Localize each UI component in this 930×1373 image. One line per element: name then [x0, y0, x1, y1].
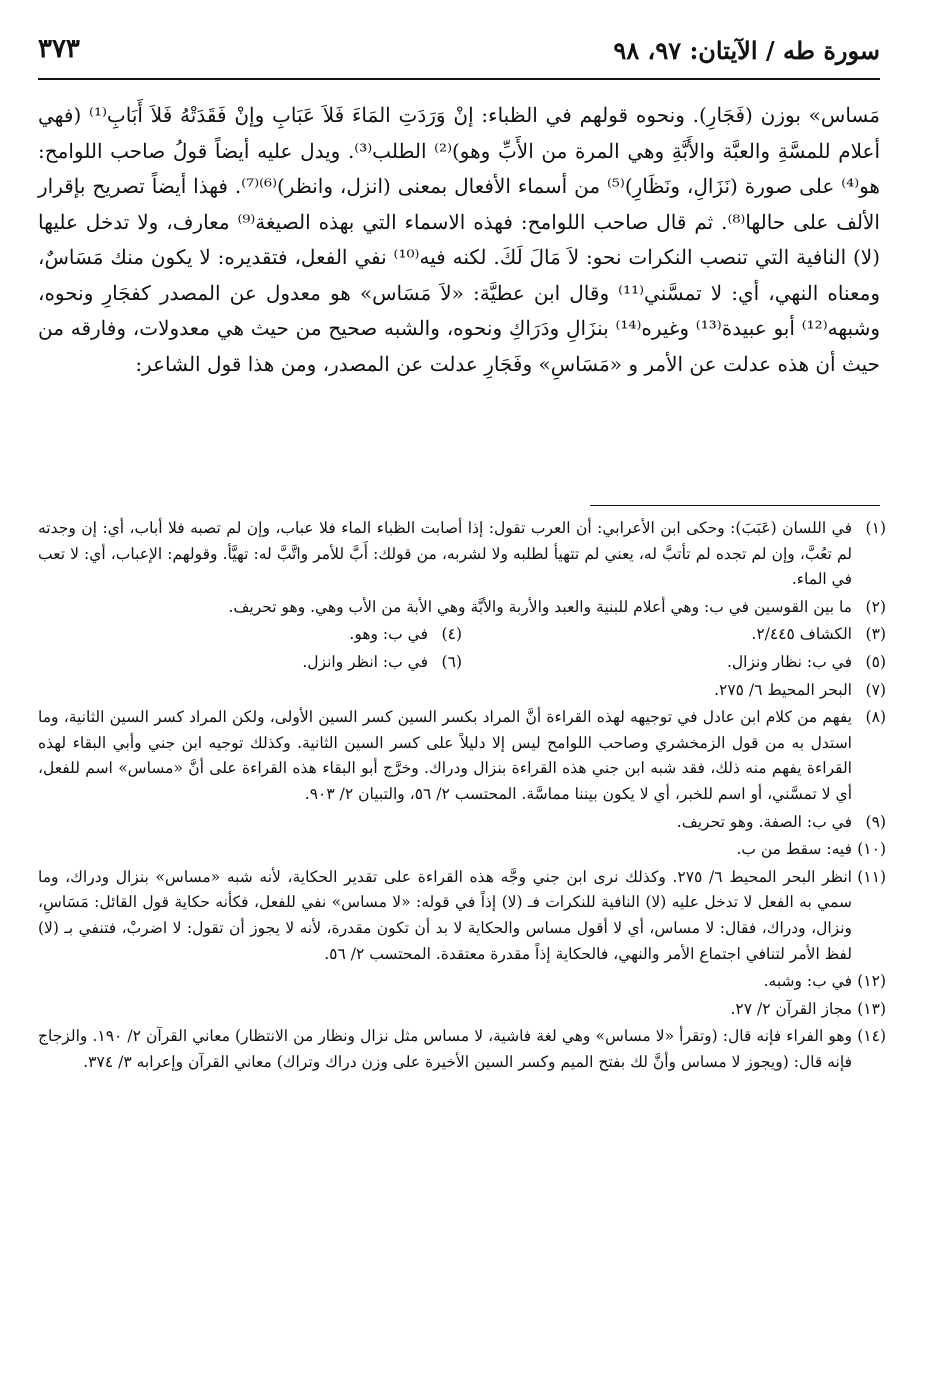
footnote-number: (٥): [865, 652, 886, 671]
footnote: [38, 516, 886, 593]
footnote: [38, 650, 462, 676]
main-text: [38, 98, 880, 382]
footnote: [38, 837, 886, 863]
footnote-number: (١٤): [857, 1027, 886, 1046]
footnote: [38, 865, 886, 967]
footnote-text: في اللسان (عَبَبَ): وحكى ابن الأعرابي: أن العرب تقول: إذا أصابت الظباء الماء فلا عباب، وإن لم تصبه فلا أباب، أي: إن وجدته لم تعُبَّ، وإن لم تجده لم تأتبَّ له، يعني لم تتهيأ لطلبه ولا لشربه، من قولك: أَبَّ للأمر واتَّبَّ له: تهيَّأ. وقولهم: الإعباب، أي: لا تعب في الماء.: [38, 519, 852, 589]
footnote-number: (١٢): [857, 972, 886, 991]
footnote-text: يفهم من كلام ابن عادل في توجيهه لهذه القراءة أنَّ المراد بكسر السين كسر السين الأولى، ولكن المراد كسر السين الثانية، وما استدل به من قول الزمخشري وصاحب اللوامح ليس إلا دليلاً على كسر السين الثانية. وكذلك توجيه ابن جني وأبي البقاء لهذه القراءة يفهم منه ذلك، فقد شبه ابن جني هذه القراءة بنزال ودراك. وخرَّج أبو البقاء هذه القراءة على أنَّ «مساس» اسم للفعل، أي لا تمسَّني، أو اسم للخبر، أي لا يكون بيننا مماسَّة. المحتسب ٢/ ٥٦، والتبيان ٢/ ٩٠٣.: [38, 708, 852, 803]
footnote-text: في ب: الصفة. وهو تحريف.: [676, 812, 852, 831]
footnote-number: (١): [865, 519, 886, 537]
footnote-pair: [38, 650, 886, 676]
footnote-pair: [38, 622, 886, 648]
footnote: [38, 969, 886, 995]
running-title: سورة طه / الآيتان: ٩٧، ٩٨: [603, 36, 880, 65]
footnote-text: انظر البحر المحيط ٦/ ٢٧٥. وكذلك نرى ابن جني وجَّه هذه القراءة على تقدير الحكاية، لأنه شبه «مساس» بنزال ودراك، وما سمي به الفعل لا تدخل عليه (لا) النافية للنكرات فـ (لا) إذاً في قوله: «لا مساس» نفي للفعل، فكأنه حكاية قول القائل: مَسَاسِ، ونزال، ودراك، فقال: لا مساس، أي لا أقول مساس والحكاية لا بد أن تكون مقدرة، لأنه لا يجوز أن تقول: لا اضربْ، فتنفي بـ (لا) لفظ الأمر لتنافي اجتماع الأمر والنهي، فالحكاية إذاً مقدرة معتقدة. المحتسب ٢/ ٥٦.: [38, 867, 852, 963]
footnote-text: في ب: وشبه.: [763, 972, 852, 991]
page-header: [38, 34, 880, 80]
footnote-text: الكشاف ٢/٤٤٥.: [751, 625, 852, 644]
footnote-number: (٣): [865, 625, 886, 644]
footnote: [38, 997, 886, 1023]
footnote-number: (٤): [441, 625, 462, 644]
footnote: [462, 622, 886, 648]
footnote-number: (٢): [865, 597, 886, 616]
footnote-number: (٨): [865, 708, 886, 727]
main-paragraph: مَساس» بوزن (فَجَارِ). ونحوه قولهم في الظباء: إنْ وَرَدَتِ المَاءَ فَلاَ عَبَابِ وإنْ فَقَدَتْهُ فَلاَ أَبَابِ⁽¹⁾ (فهي أعلام للمسَّةِ والعبَّة والأَبَّةِ وهي المرة من الأَبِّ وهو)⁽²⁾ الطلب⁽³⁾. ويدل عليه أيضاً قولُ صاحب اللوامح: هو⁽⁴⁾ على صورة (نَزَالِ، ونَظَارِ)⁽⁵⁾ من أسماء الأفعال بمعنى (انزل، وانظر)⁽⁶⁾⁽⁷⁾. فهذا أيضاً تصريح بإقرار الألف على حالها⁽⁸⁾. ثم قال صاحب اللوامح: فهذه الاسماء التي بهذه الصيغة⁽⁹⁾ معارف، ولا تدخل عليها (لا) النافية التي تنصب النكرات نحو: لاَ مَالَ لَكَ. لكنه فيه⁽¹⁰⁾ نفي الفعل، فتقديره: لا يكون منك مَسَاسٌ، ومعناه النهي، أي: لا تمسَّني⁽¹¹⁾ وقال ابن عطيَّة: «لاَ مَسَاس» هو معدول عن المصدر كفجَارِ ونحوه، وشبهه⁽¹²⁾ أبو عبيدة⁽¹³⁾ وغيره⁽¹⁴⁾ بنزَالِ ودَرَاكِ ونحوه، والشبه صحيح من حيث هي معدولات، وفارقه من حيث أن هذه عدلت عن الأمر و «مَسَاسِ» وفَجَارِ عدلت عن المصدر، ومن هذا قول الشاعر:: [38, 103, 881, 376]
footnote-number: (٩): [865, 812, 886, 831]
footnote-text: في ب: انظر وانزل.: [302, 652, 428, 671]
footnote-text: البحر المحيط ٦/ ٢٧٥.: [714, 680, 852, 699]
footnote: [38, 595, 886, 621]
footnote-number: (٧): [865, 680, 886, 699]
footnote-number: (١٠): [857, 840, 886, 859]
footnote: [462, 650, 886, 676]
footnote: [38, 622, 462, 648]
footnote-text: مجاز القرآن ٢/ ٢٧.: [730, 999, 852, 1018]
footnote-text: فيه: سقط من ب.: [736, 840, 852, 859]
footnote-text: في ب: نظار ونزال.: [726, 652, 852, 671]
footnote-number: (١٣): [857, 999, 886, 1018]
footnote-separator: [590, 505, 880, 506]
footnote-text: وهو الفراء فإنه قال: (وتقرأ «لا مساس» وهي لغة فاشية، لا مساس مثل نزال ونظار من الانتظار) معاني القرآن ٢/ ١٩٠. والزجاج فإنه قال: (ويجوز لا مساس وأنَّ لك بفتح الميم وكسر السين الأخيرة على وزن دراك وتراك) معاني القرآن وإعرابه ٣/ ٣٧٤.: [38, 1027, 852, 1071]
footnote: [38, 810, 886, 836]
footnote-number: (١١): [857, 867, 886, 886]
footnotes: [38, 516, 886, 1079]
footnote: [38, 678, 886, 704]
page-number: ٣٧٣: [38, 34, 90, 64]
footnote-text: ما بين القوسين في ب: وهي أعلام للبنية والعبد والأربة والأبَّة وهي الأبة من الأب وهي. وهو تحريف.: [228, 597, 852, 616]
footnote-number: (٦): [441, 652, 462, 671]
footnote: [38, 1024, 886, 1075]
footnote: [38, 705, 886, 807]
footnote-text: في ب: وهو.: [349, 625, 428, 644]
